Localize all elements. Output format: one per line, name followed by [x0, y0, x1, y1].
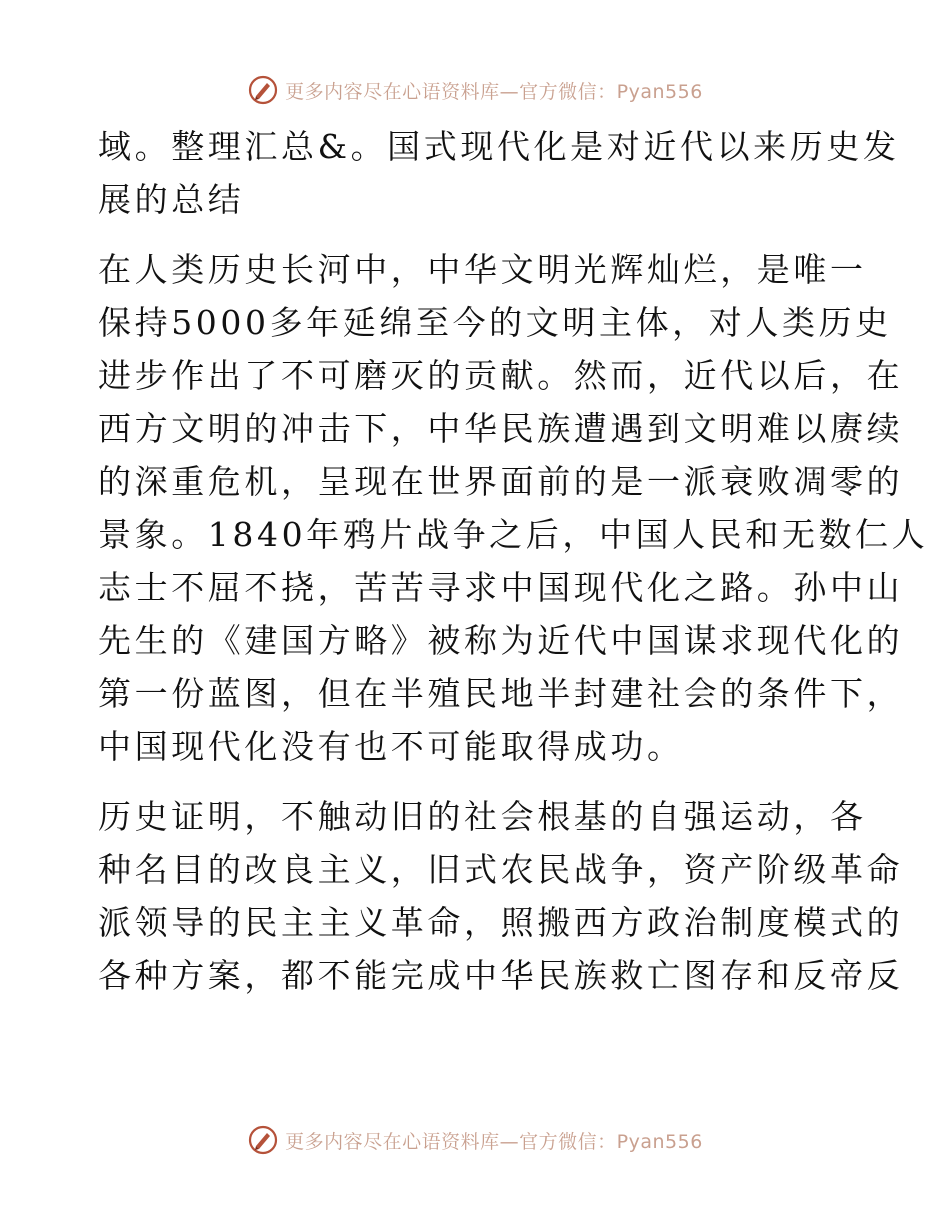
text-line: 进步作出了不可磨灭的贡献。然而，近代以后，在 [98, 356, 904, 395]
text-line: 域。整理汇总&。国式现代化是对近代以来历史发 [98, 127, 900, 166]
banner-text: 更多内容尽在心语资料库—官方微信：Pyan556 [285, 1130, 703, 1153]
text-line: 的深重危机，呈现在世界面前的是一派衰败凋零的 [98, 462, 904, 501]
text-line: 展的总结 [98, 180, 245, 219]
header-banner [0, 70, 950, 110]
footer-banner [0, 1120, 950, 1160]
pen-logo-icon [247, 1124, 279, 1156]
text-line: 派领导的民主主义革命，照搬西方政治制度模式的 [98, 903, 904, 942]
text-line: 西方文明的冲击下，中华民族遭遇到文明难以赓续 [98, 409, 904, 448]
paragraph-3 [98, 790, 904, 1002]
text-line: 在人类历史长河中，中华文明光辉灿烂，是唯一 [98, 250, 867, 289]
text-line: 种名目的改良主义，旧式农民战争，资产阶级革命 [98, 850, 904, 889]
paragraph-2 [98, 243, 929, 773]
text-line: 先生的《建国方略》被称为近代中国谋求现代化的 [98, 621, 904, 660]
paragraph-1 [98, 120, 900, 226]
text-line: 志士不屈不挠，苦苦寻求中国现代化之路。孙中山 [98, 568, 904, 607]
text-line: 各种方案，都不能完成中华民族救亡图存和反帝反 [98, 956, 904, 995]
banner-text: 更多内容尽在心语资料库—官方微信：Pyan556 [285, 80, 703, 103]
text-line: 中国现代化没有也不可能取得成功。 [98, 727, 684, 766]
pen-logo-icon [247, 74, 279, 106]
text-line: 保持5000多年延绵至今的文明主体，对人类历史 [98, 303, 892, 342]
text-line: 景象。1840年鸦片战争之后，中国人民和无数仁人 [98, 515, 929, 554]
text-line: 历史证明，不触动旧的社会根基的自强运动，各 [98, 797, 867, 836]
document-body [98, 120, 929, 1002]
text-line: 第一份蓝图，但在半殖民地半封建社会的条件下， [98, 674, 904, 713]
